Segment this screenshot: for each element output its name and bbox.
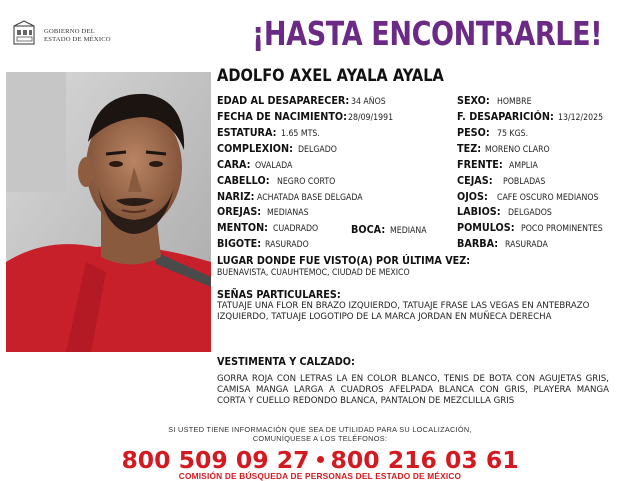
person-name: ADOLFO AXEL AYALA AYALA [217, 66, 444, 86]
dot-separator-icon [317, 456, 324, 463]
field-value-disappearance-date: 13/12/2025 [558, 113, 604, 123]
field-value-birthdate: 28/09/1991 [348, 113, 394, 123]
field-label-lips: LABIOS: [457, 206, 501, 218]
field-label-beard: BARBA: [457, 238, 499, 250]
state-coat-of-arms-icon [10, 20, 40, 48]
government-logo [10, 20, 120, 48]
field-label-ears: OREJAS: [217, 206, 262, 218]
field-label-forehead: FRENTE: [457, 159, 503, 171]
logo-line-2: ESTADO DE MÉXICO [44, 36, 111, 43]
phone-numbers [0, 446, 640, 474]
last-seen-value: BUENAVISTA, CUAUHTEMOC, CIUDAD DE MEXICO [217, 268, 410, 278]
field-value-eyebrows: POBLADAS [503, 177, 546, 187]
clothing-label: VESTIMENTA Y CALZADO: [217, 356, 355, 368]
marks-value: TATUAJE UNA FLOR EN BRAZO IZQUIERDO, TATUAJE FRASE LAS VEGAS EN ANTEBRAZO IZQUIERDO, TATUAJE LOGOTIPO DE LA MARCA JORDAN EN MUÑECA DERECHA [217, 301, 590, 322]
field-value-beard: RASURADA [505, 240, 548, 250]
field-label-cheekbones: POMULOS: [457, 222, 515, 234]
field-value-hair: NEGRO CORTO [277, 177, 336, 187]
field-value-forehead: AMPLIA [509, 161, 538, 171]
field-value-face: OVALADA [255, 161, 293, 171]
field-label-sex: SEXO: [457, 95, 490, 107]
field-value-nose: ACHATADA BASE DELGADA [257, 193, 363, 203]
field-value-lips: DELGADOS [508, 208, 552, 218]
commission-name: COMISIÓN DE BÚSQUEDA DE PERSONAS DEL ESTADO DE MÉXICO [178, 471, 462, 481]
field-value-build: DELGADO [298, 145, 337, 155]
phone-number-2[interactable]: 800 216 03 61 [330, 446, 519, 474]
field-value-eyes: CAFE OSCURO MEDIANOS [497, 193, 599, 203]
field-label-build: COMPLEXION: [217, 143, 293, 155]
person-photo [6, 72, 211, 352]
field-label-hair: CABELLO: [217, 175, 270, 187]
field-label-birthdate: FECHA DE NACIMIENTO: [217, 111, 347, 123]
field-label-height: ESTATURA: [217, 127, 277, 139]
marks-label: SEÑAS PARTICULARES: [217, 289, 341, 301]
headline: ¡HASTA ENCONTRARLE! [252, 14, 603, 53]
field-value-complexion: MORENO CLARO [485, 145, 550, 155]
phone-number-1[interactable]: 800 509 09 27 [121, 446, 310, 474]
field-label-weight: PESO: [457, 127, 490, 139]
field-value-height: 1.65 MTS. [281, 129, 320, 139]
last-seen-label: LUGAR DONDE FUE VISTO(A) POR ÚLTIMA VEZ: [217, 255, 471, 267]
field-value-mouth: MEDIANA [390, 226, 427, 236]
clothing-value: GORRA ROJA CON LETRAS LA EN COLOR BLANCO, TENIS DE BOTA CON AGUJETAS GRIS, CAMISA MANGA LARGA A CUADROS AFELPADA BLANCA CON GRIS, PLAYERA MANGA CORTA Y CUELLO REDONDO BLANCA, PANTALON DE MEZCLILLA GRIS [217, 374, 609, 406]
field-value-weight: 75 KGS. [497, 129, 529, 139]
field-label-nose: NARIZ: [217, 191, 255, 203]
logo-line-1: GOBIERNO DEL [44, 28, 95, 35]
field-label-face: CARA: [217, 159, 251, 171]
field-label-complexion: TEZ: [457, 143, 482, 155]
field-value-age: 34 AÑOS [351, 97, 386, 107]
field-value-ears: MEDIANAS [267, 208, 309, 218]
field-label-moustache: BIGOTE: [217, 238, 262, 250]
info-line-2: COMUNÍQUESE A LOS TELÉFONOS: [252, 434, 388, 443]
field-value-chin: CUADRADO [273, 224, 319, 234]
field-label-eyebrows: CEJAS: [457, 175, 493, 187]
field-value-sex: HOMBRE [497, 97, 532, 107]
field-label-eyes: OJOS: [457, 191, 488, 203]
field-value-moustache: RASURADO [265, 240, 309, 250]
field-value-cheekbones: POCO PROMINENTES [521, 224, 603, 234]
field-label-age: EDAD AL DESAPARECER: [217, 95, 350, 107]
info-line-1: SI USTED TIENE INFORMACIÓN QUE SEA DE UTILIDAD PARA SU LOCALIZACIÓN, [168, 425, 472, 434]
field-label-disappearance-date: F. DESAPARICIÓN: [457, 111, 554, 123]
field-label-chin: MENTON: [217, 222, 269, 234]
field-label-mouth: BOCA: [351, 224, 386, 236]
